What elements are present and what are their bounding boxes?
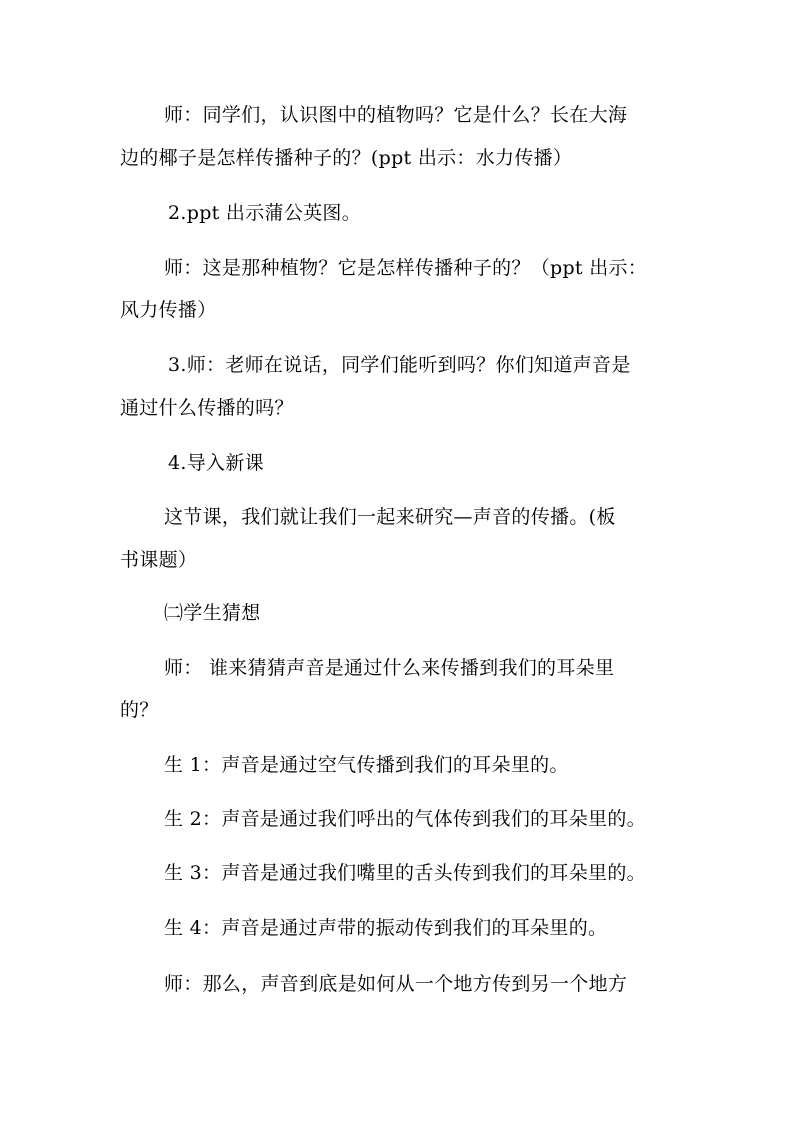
paragraph-line: 生 4：声音是通过声带的振动传到我们的耳朵里的。 [164, 917, 608, 939]
section-heading: ㈡学生猜想 [164, 602, 261, 624]
paragraph-line: 师：这是那种植物？它是怎样传播种子的？（ppt 出示： [164, 257, 648, 279]
paragraph-line: 边的椰子是怎样传播种子的？(ppt 出示：水力传播） [120, 147, 573, 169]
paragraph-line: 2.ppt 出示蒲公英图。 [168, 202, 362, 224]
paragraph-line: 师： 谁来猜猜声音是通过什么来传播到我们的耳朵里 [164, 657, 615, 679]
paragraph-line: 这节课，我们就让我们一起来研究—声音的传播。(板 [164, 506, 616, 528]
paragraph-line: 生 3：声音是通过我们嘴里的舌头传到我们的耳朵里的。 [164, 862, 646, 884]
paragraph-line: 师：那么，声音到底是如何从一个地方传到另一个地方 [164, 973, 628, 995]
paragraph-line: 的？ [120, 699, 159, 721]
paragraph-line: 生 2：声音是通过我们呼出的气体传到我们的耳朵里的。 [164, 808, 646, 830]
paragraph-line: 师：同学们，认识图中的植物吗？它是什么？长在大海 [164, 104, 628, 126]
paragraph-line: 通过什么传播的吗？ [120, 397, 294, 419]
paragraph-line: 3.师：老师在说话，同学们能听到吗？你们知道声音是 [168, 354, 631, 376]
paragraph-line: 书课题） [120, 549, 198, 571]
paragraph-line: 风力传播） [120, 299, 217, 321]
paragraph-line: 生 1：声音是通过空气传播到我们的耳朵里的。 [164, 754, 569, 776]
paragraph-line: 4.导入新课 [168, 452, 264, 474]
